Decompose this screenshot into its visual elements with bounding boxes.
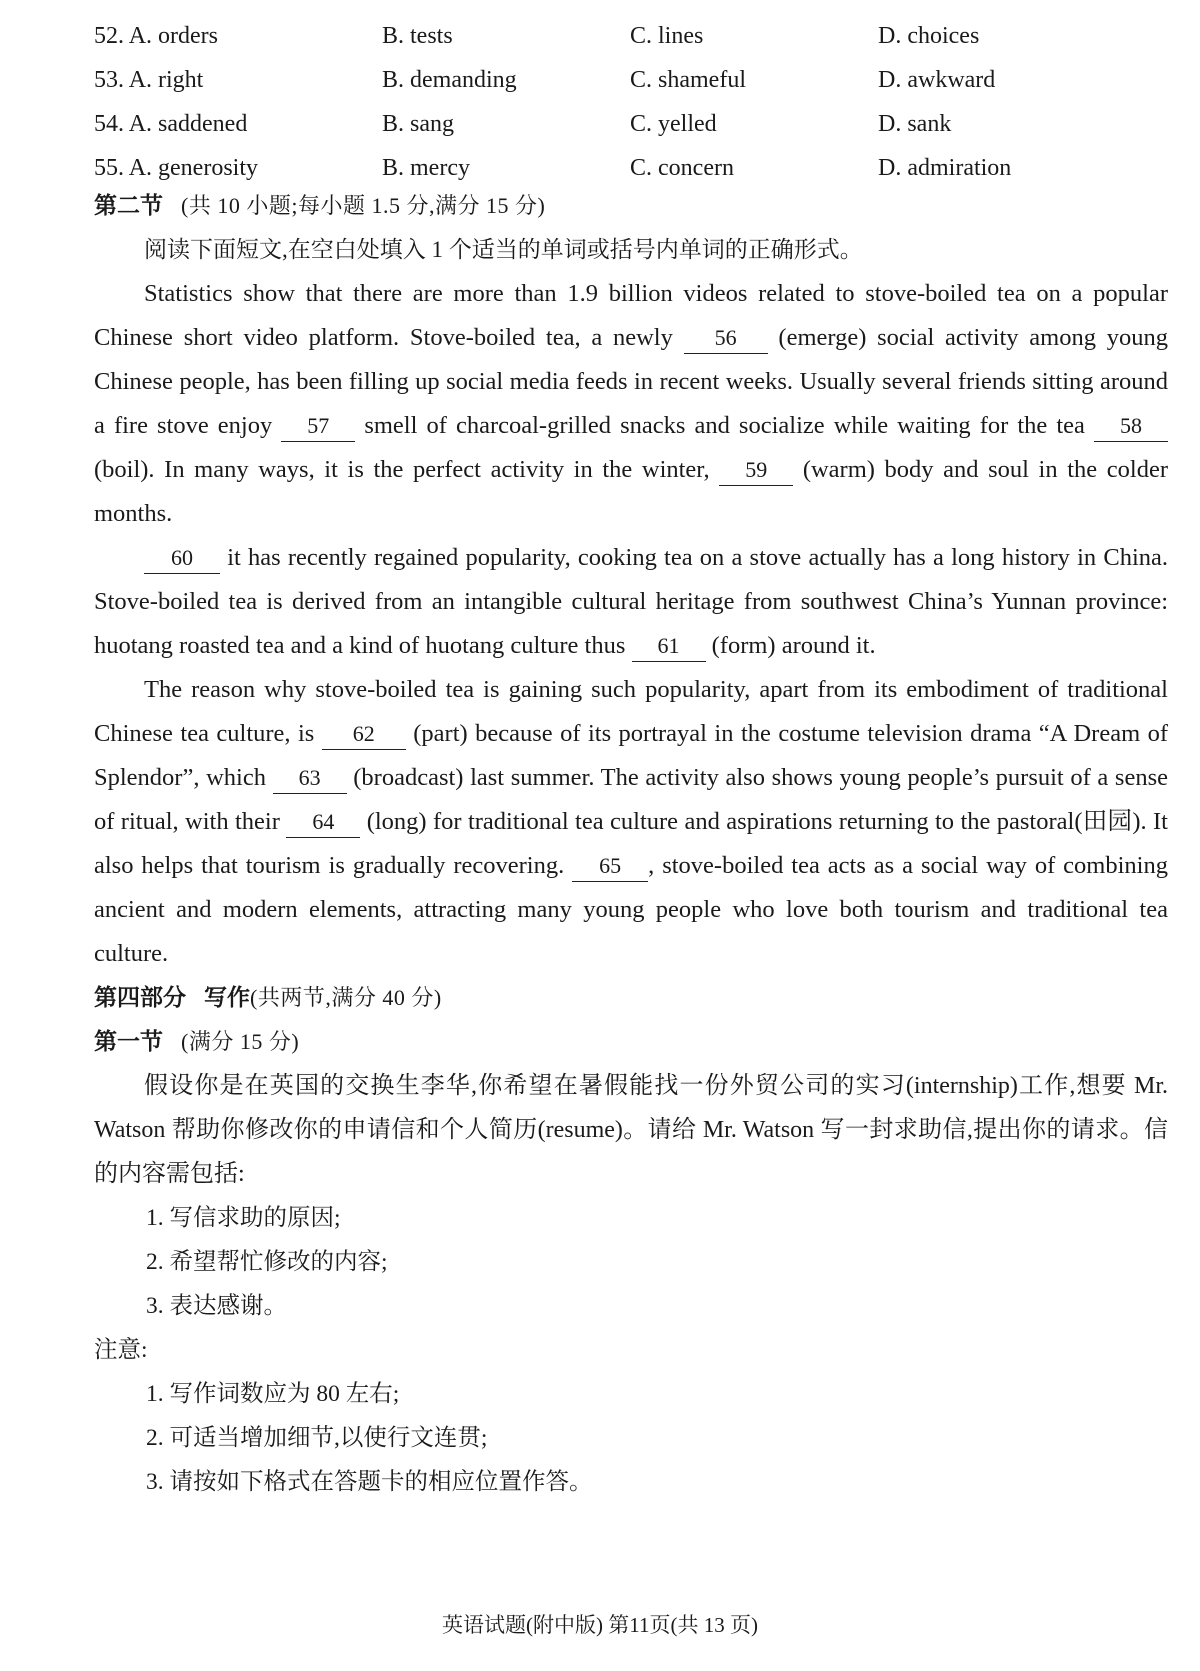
option-a: A. orders [128, 23, 218, 49]
section1-note: (满分 15 分) [181, 1029, 300, 1054]
notice-item: 1. 写作词数应为 80 左右; [146, 1381, 400, 1407]
option-c: C. lines [630, 23, 704, 49]
section2-title: 第二节 [94, 193, 163, 219]
passage-text: (long) for traditional tea culture and aspirations returning to the pastoral(田园). It also helps that tourism is gradually recovering. [94, 808, 1168, 879]
passage-text: it has recently regained popularity, cooking tea on a stove actually has a long history in China. Stove-boiled tea is derived from an intangible cultural heritage from southwest China’s Yunnan province: huotang roasted tea and a kind of huotang culture thus [94, 544, 1168, 659]
option-c: C. concern [630, 155, 734, 181]
option-d: D. awkward [878, 67, 996, 93]
option-d: D. admiration [878, 155, 1012, 181]
option-b: B. sang [382, 111, 454, 137]
passage-paragraph-2 [94, 536, 1168, 668]
notice-item: 3. 请按如下格式在答题卡的相应位置作答。 [146, 1469, 593, 1495]
passage-text: (warm) body and soul in the colder months. [94, 456, 1168, 527]
section2-note: (共 10 小题;每小题 1.5 分,满分 15 分) [181, 193, 546, 218]
part4-heading [94, 976, 1168, 1020]
option-row-54 [94, 102, 1154, 146]
passage-text: Statistics show that there are more than 1.9 billion videos related to stove-boiled tea on a popular Chinese short video platform. Stove-boiled tea, a newly [94, 280, 1168, 351]
passage-text: (emerge) social activity among young Chinese people, has been filling up social media feeds in recent weeks. Usually several friends sitting around a fire stove enjoy [94, 324, 1168, 439]
option-a: A. saddened [128, 111, 248, 137]
section1-heading [94, 1020, 1168, 1064]
notice-item: 2. 可适当增加细节,以使行文连贯; [146, 1425, 488, 1451]
blank-63: 63 [273, 763, 347, 794]
option-row-52 [94, 14, 1154, 58]
question-number: 55. [94, 155, 124, 181]
blank-57: 57 [281, 411, 355, 442]
option-a: A. generosity [128, 155, 258, 181]
passage-paragraph-1 [94, 272, 1168, 536]
section2-heading [94, 184, 1168, 228]
question-number: 52. [94, 23, 124, 49]
passage-text: (part) because of its portrayal in the costume television drama “A Dream of Splendor”, which [94, 720, 1168, 791]
blank-58: 58 [1094, 411, 1168, 442]
passage-paragraph-3 [94, 668, 1168, 976]
question-number: 54. [94, 111, 124, 137]
option-c: C. yelled [630, 111, 717, 137]
main-content [94, 184, 1168, 1504]
writing-prompt: 假设你是在英国的交换生李华,你希望在暑假能找一份外贸公司的实习(internship)工作,想要 Mr. Watson 帮助你修改你的申请信和个人简历(resume)。请给 Mr. Watson 写一封求助信,提出你的请求。信的内容需包括: [94, 1073, 1168, 1187]
section2-instruction: 阅读下面短文,在空白处填入 1 个适当的单词或括号内单词的正确形式。 [144, 237, 863, 262]
passage-text: The reason why stove-boiled tea is gaining such popularity, apart from its embodiment of traditional Chinese tea culture, is [94, 676, 1168, 747]
question-number: 53. [94, 67, 124, 93]
blank-65: 65 [572, 851, 648, 882]
requirement-item: 1. 写信求助的原因; [146, 1205, 341, 1231]
page-footer: 英语试题(附中版) 第11页(共 13 页) [442, 1613, 758, 1637]
option-b: B. mercy [382, 155, 470, 181]
blank-61: 61 [632, 631, 706, 662]
requirement-item: 3. 表达感谢。 [146, 1293, 287, 1319]
option-row-53 [94, 58, 1154, 102]
passage-text: , stove-boiled tea acts as a social way of combining ancient and modern elements, attracting many young people who love both tourism and traditional tea culture. [94, 852, 1168, 967]
passage-text: (boil). In many ways, it is the perfect activity in the winter, [94, 456, 720, 483]
options-block [94, 14, 1154, 190]
option-d: D. choices [878, 23, 980, 49]
option-d: D. sank [878, 111, 952, 137]
blank-60: 60 [144, 543, 220, 574]
option-a: A. right [128, 67, 204, 93]
blank-64: 64 [286, 807, 360, 838]
option-b: B. demanding [382, 67, 517, 93]
section1-title: 第一节 [94, 1029, 163, 1055]
blank-56: 56 [684, 323, 768, 354]
blank-62: 62 [322, 719, 406, 750]
passage-text: (form) around it. [705, 632, 876, 659]
requirement-item: 2. 希望帮忙修改的内容; [146, 1249, 388, 1275]
option-b: B. tests [382, 23, 453, 49]
passage-text: (broadcast) last summer. The activity also shows young people’s pursuit of a sense of ritual, with their [94, 764, 1168, 835]
passage-text: smell of charcoal-grilled snacks and socialize while waiting for the tea [355, 412, 1094, 439]
part4-title: 第四部分 [94, 985, 186, 1011]
option-c: C. shameful [630, 67, 746, 93]
notice-label: 注意: [94, 1337, 148, 1363]
part4-subtitle: 写作 [204, 985, 250, 1011]
blank-59: 59 [719, 455, 793, 486]
part4-note: (共两节,满分 40 分) [250, 985, 442, 1010]
